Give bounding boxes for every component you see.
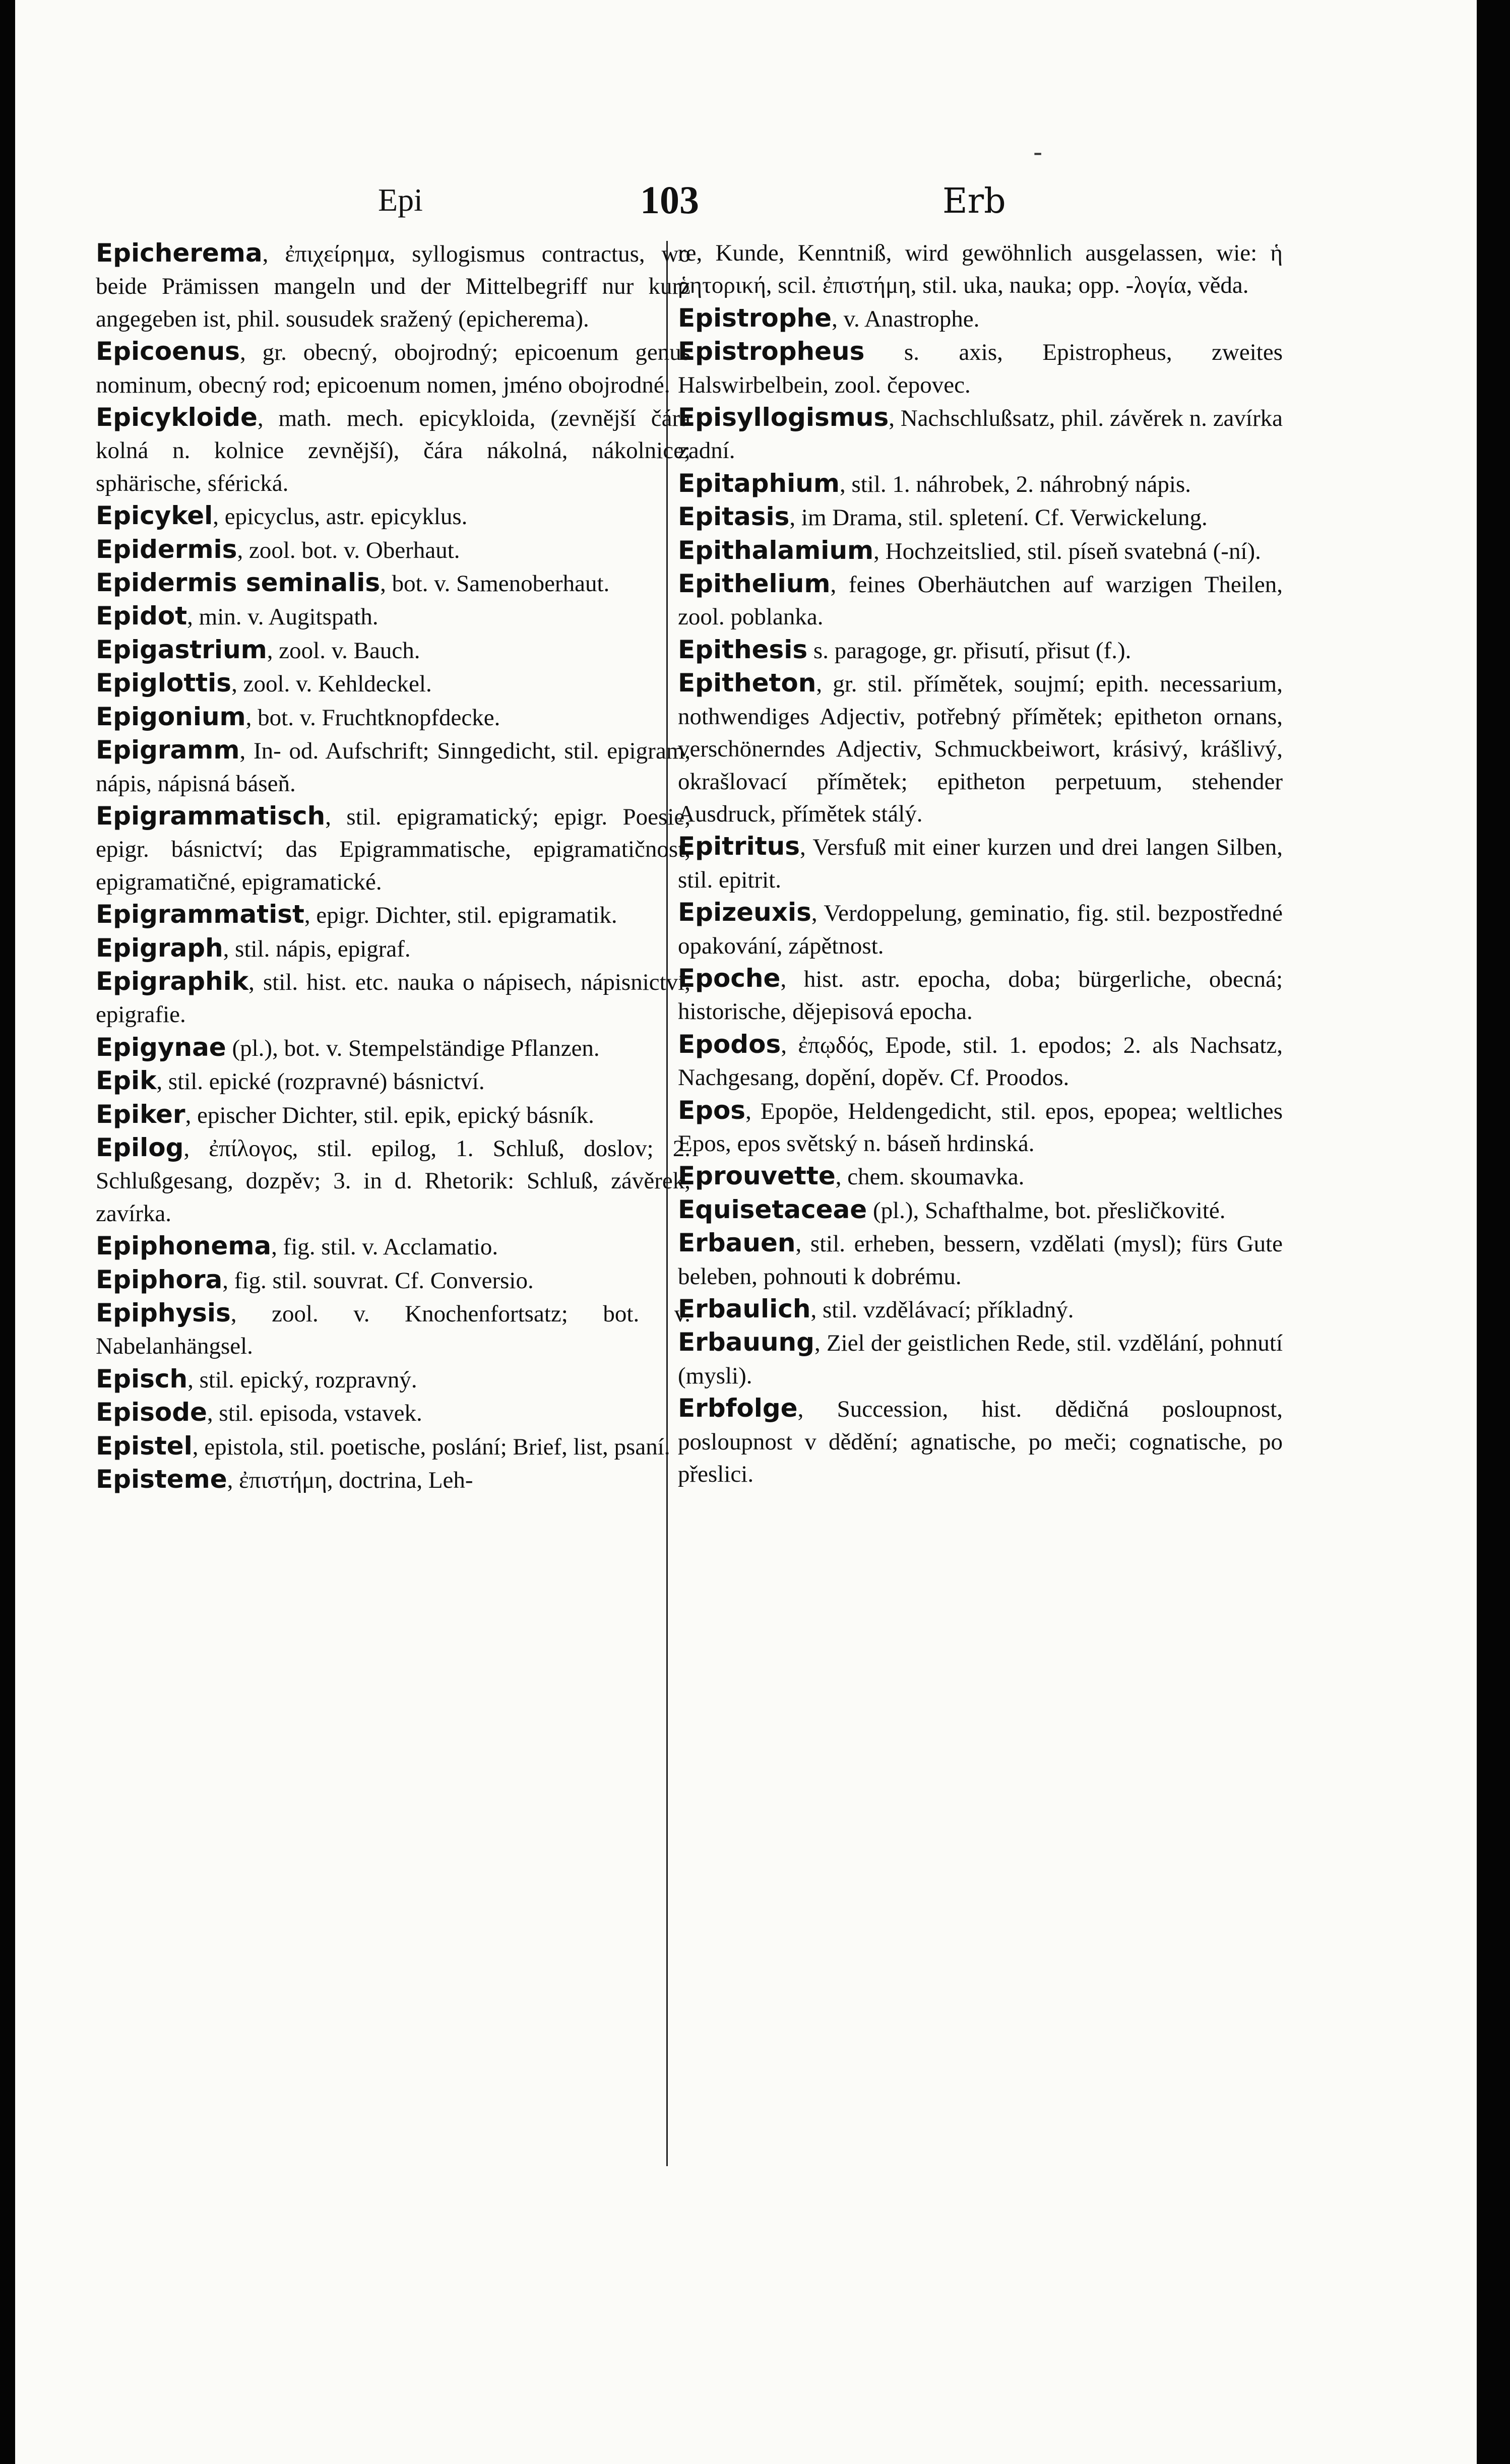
dictionary-entry [678,962,1283,1028]
dictionary-entry [96,800,690,898]
entry-definition: , epistola, stil. poetische, poslání; Brief, list, psaní. [192,1433,670,1460]
dictionary-entry [96,600,690,633]
entry-definition: , Versfuß mit einer kurzen und drei langen Silben, stil. epitrit. [678,834,1283,893]
entry-definition: , fig. stil. souvrat. Cf. Conversio. [222,1267,534,1294]
entry-headword: Epilog [96,1132,184,1162]
dictionary-entry [678,634,1283,667]
dictionary-entry [96,898,690,931]
entry-headword: Epiphora [96,1265,223,1294]
entry-headword: Episyllogismus [678,403,889,432]
dictionary-entry [96,701,690,734]
entry-definition: , Verdoppelung, geminatio, fig. stil. bezpostředné opakování, zápětnost. [678,900,1283,959]
dictionary-entry [96,1064,690,1098]
entry-headword: Eprouvette [678,1161,836,1191]
dictionary-entry [678,1094,1283,1160]
entry-definition: , ἐπιχείρημα, syllogismus contractus, wo beide Prämissen mangeln und der Mittelbegriff nur kurz angegeben ist, phil. sousudek sražený (epicherema). [96,241,690,332]
entry-definition: , chem. skoumavka. [835,1164,1025,1190]
entry-definition: , epischer Dichter, stil. epik, epický básník. [185,1102,594,1128]
entry-definition: , ἐπίλογος, stil. epilog, 1. Schluß, doslov; 2. Schlußgesang, dozpěv; 3. in d. Rhetorik: Schluß, závěrek, zavírka. [96,1135,690,1227]
dictionary-entry [678,500,1283,534]
entry-headword: Epik [96,1066,157,1096]
entry-definition: , im Drama, stil. spletení. Cf. Verwickelung. [789,504,1208,531]
dictionary-entry [678,567,1283,634]
entry-headword: Epicoenus [96,337,240,366]
entry-definition: , zool. v. Kehldeckel. [231,671,432,698]
dictionary-entry [96,1463,690,1496]
dictionary-entry [678,1160,1283,1193]
entry-headword: Epithelium [678,569,831,599]
entry-headword: Epicherema [96,238,263,268]
dictionary-entry [96,1396,690,1429]
entry-headword: Epoche [678,963,781,993]
entry-definition: , fig. stil. v. Acclamatio. [271,1234,498,1260]
dictionary-entry [678,667,1283,830]
dictionary-entry [96,734,690,800]
entry-definition: , math. mech. epicykloida, (zevnější čára kolná n. kolnice zevnější), čára nákolná, nákolnice; sphärische, sférická. [96,405,690,496]
entry-definition: , Hochzeitslied, stil. píseň svatebná (-ní). [873,538,1261,564]
entry-definition: , ἐπιστήμη, doctrina, Leh- [227,1467,473,1494]
entry-definition: , stil. nápis, epigraf. [223,935,411,962]
entry-headword: Epiglottis [96,668,232,698]
entry-headword: Epigraphik [96,966,249,996]
dictionary-entry [96,1363,690,1396]
dictionary-entry [96,667,690,700]
entry-headword: Epizeuxis [678,898,811,927]
entry-headword: Epithesis [678,635,808,664]
entry-definition: , stil. episoda, vstavek. [207,1400,422,1427]
entry-definition: , feines Oberhäutchen auf warzigen Theilen, zool. poblanka. [678,572,1283,630]
entry-headword: Episode [96,1398,207,1427]
entry-headword: Epitasis [678,502,790,532]
dictionary-entry [678,237,1283,302]
dictionary-entry [96,1098,690,1131]
entry-definition: , stil. hist. etc. nauka o nápisech, nápisnictví, epigrafie. [96,969,690,1028]
entry-definition: , stil. erheben, bessern, vzdělati (mysl); fürs Gute beleben, pohnouti k dobrému. [678,1231,1283,1290]
entry-definition: , min. v. Augitspath. [187,604,379,630]
entry-definition: (pl.), bot. v. Stempelständige Pflanzen. [226,1035,600,1061]
entry-definition: , stil. epické (rozpravné) básnictví. [156,1068,485,1095]
dictionary-entry [96,499,690,533]
dictionary-entry [96,1131,690,1230]
dictionary-entry [678,302,1283,335]
header-right-guideword: Erb [942,181,1006,221]
dictionary-entry [678,1392,1283,1490]
entry-headword: Erbaulich [678,1294,811,1323]
entry-headword: Epiker [96,1099,185,1129]
entry-definition: , ἐπῳδός, Epode, stil. 1. epodos; 2. als Nachsatz, Nachgesang, dopění, dopěv. Cf. Proodos. [678,1032,1283,1091]
entry-headword: Epiphysis [96,1298,231,1328]
page-number: 103 [640,178,699,222]
dictionary-entry [96,634,690,667]
entry-headword: Epicykel [96,501,213,531]
entry-headword: Episteme [96,1465,227,1494]
corner-mark: - [1033,136,1043,168]
entry-headword: Epitritus [678,832,800,861]
entry-headword: Erbauung [678,1328,814,1357]
entry-definition: , stil. epigramatický; epigr. Poesie, epigr. básnictví; das Epigrammatische, epigramatičnost, epigramatičné, epigramatické. [96,803,690,895]
entry-definition: , stil. vzdělávací; příkladný. [810,1297,1074,1323]
entry-definition: , gr. stil. přímětek, soujmí; epith. necessarium, nothwendiges Adjectiv, potřebný přímětek; epitheton ornans, verschönerndes Adjectiv, Schmuckbeiwort, krásivý, krášlivý, okrašlovací přímětek; epitheton perpetuum, stehender Ausdruck, přímětek stálý. [678,671,1283,827]
dictionary-entry [678,896,1283,962]
entry-definition: , epicyclus, astr. epicyklus. [213,503,468,530]
dictionary-entry [96,965,690,1031]
dictionary-entry [96,1031,690,1064]
entry-headword: Episch [96,1364,188,1394]
dictionary-entry [678,1293,1283,1326]
dictionary-entry [678,1193,1283,1227]
dictionary-entry [678,534,1283,567]
entry-definition: , stil. 1. náhrobek, 2. náhrobný nápis. [839,471,1191,497]
entry-headword: Epitheton [678,668,816,698]
dictionary-entry [678,335,1283,401]
left-column [96,237,690,1496]
entry-headword: Erbauen [678,1228,796,1258]
entry-headword: Erbfolge [678,1394,798,1423]
entry-headword: Epos [678,1095,746,1125]
entry-headword: Epicykloide [96,403,258,432]
entry-definition: , v. Anastrophe. [832,305,980,332]
entry-definition: , Epopöe, Heldengedicht, stil. epos, epopea; weltliches Epos, epos světský n. báseň hrdinská. [678,1098,1283,1157]
entry-definition: , Succession, hist. dědičná posloupnost, posloupnost v dědění; agnatische, po meči; cognatische, po přeslici. [678,1396,1283,1488]
entry-headword: Epigastrium [96,635,267,664]
entry-headword: Epodos [678,1029,781,1059]
entry-definition: , epigr. Dichter, stil. epigramatik. [304,902,617,929]
entry-definition: , Ziel der geistlichen Rede, stil. vzdělání, pohnutí (mysli). [678,1330,1283,1389]
entry-headword: Epiphonema [96,1231,272,1261]
entry-definition: , zool. v. Knochenfortsatz; bot. v. Nabelanhängsel. [96,1301,690,1360]
entry-headword: Epidermis seminalis [96,568,381,598]
entry-definition: , zool. v. Bauch. [267,637,420,664]
entry-definition: (pl.), Schafthalme, bot. přesličkovité. [867,1197,1226,1224]
dictionary-entry [96,335,690,401]
dictionary-entry [96,237,690,335]
dictionary-entry [678,467,1283,500]
entry-headword: Epistrophe [678,303,832,333]
entry-definition: , Nachschlußsatz, phil. závěrek n. zavírka zadní. [678,405,1283,464]
dictionary-entry [96,1263,690,1297]
entry-headword: Epigynae [96,1032,226,1062]
entry-headword: Epistropheus [678,337,865,366]
header-left-guideword: Epi [378,182,423,218]
entry-definition: , gr. obecný, obojrodný; epicoenum genus nominum, obecný rod; epicoenum nomen, jméno obojrodné. [96,339,690,398]
dictionary-entry [96,1230,690,1263]
dictionary-entry [678,830,1283,896]
dictionary-entry [96,932,690,965]
entry-definition: , bot. v. Fruchtknopfdecke. [245,704,500,731]
dictionary-entry [96,401,690,499]
dictionary-entry [96,1430,690,1463]
dictionary-entry [96,1297,690,1363]
dictionary-entry [678,1028,1283,1094]
entry-definition: , stil. epický, rozpravný. [187,1366,417,1393]
running-header [91,178,1381,237]
entry-headword: Epistel [96,1431,193,1461]
entry-definition: s. paragoge, gr. přisutí, přisut (f.). [807,637,1131,664]
entry-headword: Epithalamium [678,535,874,565]
dictionary-entry [678,401,1283,467]
dictionary-entry [678,1326,1283,1392]
dictionary-entry [96,533,690,566]
entry-definition: , In- od. Aufschrift; Sinngedicht, stil. epigram, nápis, nápisná báseň. [96,738,690,797]
entry-headword: Epitaphium [678,468,840,498]
entry-headword: Epigramm [96,735,240,765]
entry-headword: Epidermis [96,534,237,564]
entry-headword: Epigrammatist [96,900,304,929]
dictionary-entry [96,566,690,600]
entry-definition: , bot. v. Samenoberhaut. [380,571,610,597]
entry-headword: Equisetaceae [678,1194,867,1224]
entry-headword: Epigraph [96,933,223,963]
entry-definition: re, Kunde, Kenntniß, wird gewöhnlich ausgelassen, wie: ἡ ῥητορική, scil. ἐπιστήμη, stil. uka, nauka; opp. -λογία, věda. [678,240,1283,299]
entry-headword: Epigonium [96,702,246,731]
entry-definition: , zool. bot. v. Oberhaut. [237,537,460,563]
right-column [678,237,1283,1490]
dictionary-entry [678,1227,1283,1293]
entry-headword: Epigrammatisch [96,801,326,831]
entry-definition: s. axis, Epistropheus, zweites Halswirbelbein, zool. čepovec. [678,339,1283,398]
entry-headword: Epidot [96,601,187,631]
entry-definition: , hist. astr. epocha, doba; bürgerliche, obecná; historische, dějepisová epocha. [678,966,1283,1025]
